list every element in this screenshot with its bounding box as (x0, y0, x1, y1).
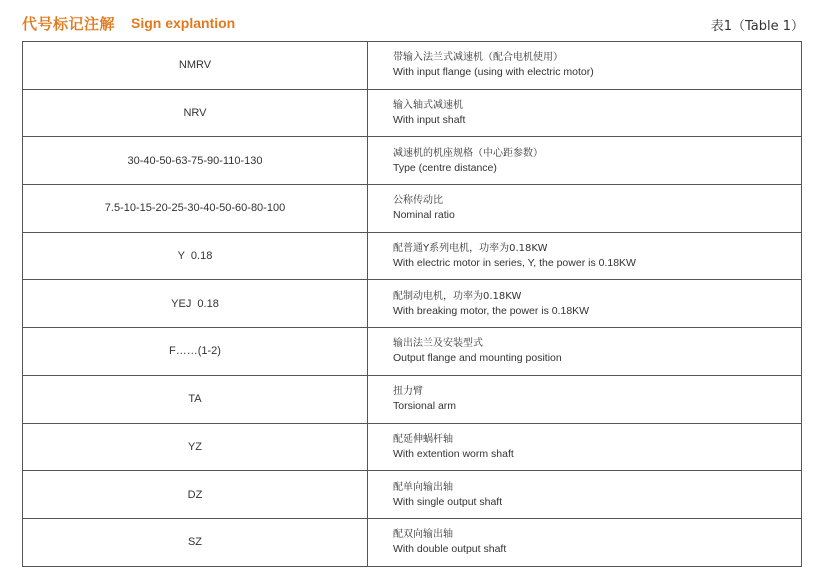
table-row (23, 518, 802, 566)
description-chinese: 配单向输出轴 (393, 481, 453, 493)
description-english: With input flange (using with electric motor) (393, 66, 594, 79)
code-cell: NRV (23, 89, 368, 137)
table-row (23, 42, 802, 90)
table-row (23, 328, 802, 376)
description-chinese: 带输入法兰式减速机（配合电机使用） (393, 52, 563, 64)
sign-explanation-table (22, 41, 802, 567)
description-chinese: 配制动电机，功率为0.18KW (393, 290, 522, 302)
table-number-label: 表1（Table 1） (710, 19, 804, 34)
table-row (23, 89, 802, 137)
code-cell: 30-40-50-63-75-90-110-130 (23, 137, 368, 185)
description-english: Type (centre distance) (393, 161, 497, 174)
table-row (23, 280, 802, 328)
title-english: Sign explantion (131, 15, 236, 31)
description-cell (368, 471, 802, 519)
description-chinese: 输出法兰及安装型式 (393, 338, 483, 350)
page-header (0, 0, 820, 40)
code-cell: NMRV (23, 42, 368, 90)
description-cell (368, 137, 802, 185)
description-english: With breaking motor, the power is 0.18KW (393, 304, 590, 317)
title-chinese: 代号标记注解 (22, 15, 116, 33)
description-cell (368, 328, 802, 376)
code-cell: F……(1-2) (23, 328, 368, 376)
description-chinese: 减速机的机座规格（中心距参数） (393, 147, 543, 159)
table-row (23, 232, 802, 280)
code-cell: 7.5-10-15-20-25-30-40-50-60-80-100 (23, 185, 368, 233)
description-cell (368, 280, 802, 328)
table-row (23, 375, 802, 423)
description-english: Torsional arm (393, 400, 457, 413)
description-cell (368, 185, 802, 233)
description-chinese: 扭力臂 (393, 386, 423, 398)
table-row (23, 137, 802, 185)
description-cell (368, 375, 802, 423)
code-cell: SZ (23, 518, 368, 566)
description-cell (368, 232, 802, 280)
code-cell: TA (23, 375, 368, 423)
description-chinese: 公称传动比 (393, 195, 443, 207)
description-english: With double output shaft (393, 543, 507, 556)
code-cell: YZ (23, 423, 368, 471)
code-cell: Y 0.18 (23, 232, 368, 280)
description-chinese: 配延伸蜗杆轴 (393, 433, 453, 445)
description-chinese: 输入轴式减速机 (393, 100, 463, 112)
description-cell (368, 423, 802, 471)
description-english: With input shaft (393, 114, 466, 127)
table-row (23, 423, 802, 471)
description-cell (368, 89, 802, 137)
description-chinese: 配双向输出轴 (393, 529, 453, 541)
description-cell (368, 42, 802, 90)
code-cell: YEJ 0.18 (23, 280, 368, 328)
description-cell (368, 518, 802, 566)
description-english: With electric motor in series, Y, the power is 0.18KW (393, 257, 636, 270)
description-english: With extention worm shaft (393, 447, 514, 460)
description-english: Nominal ratio (393, 209, 455, 222)
table-row (23, 471, 802, 519)
description-english: Output flange and mounting position (393, 352, 562, 365)
description-chinese: 配普通Y系列电机，功率为0.18KW (393, 243, 548, 255)
code-cell: DZ (23, 471, 368, 519)
description-english: With single output shaft (393, 495, 503, 508)
table-row (23, 185, 802, 233)
